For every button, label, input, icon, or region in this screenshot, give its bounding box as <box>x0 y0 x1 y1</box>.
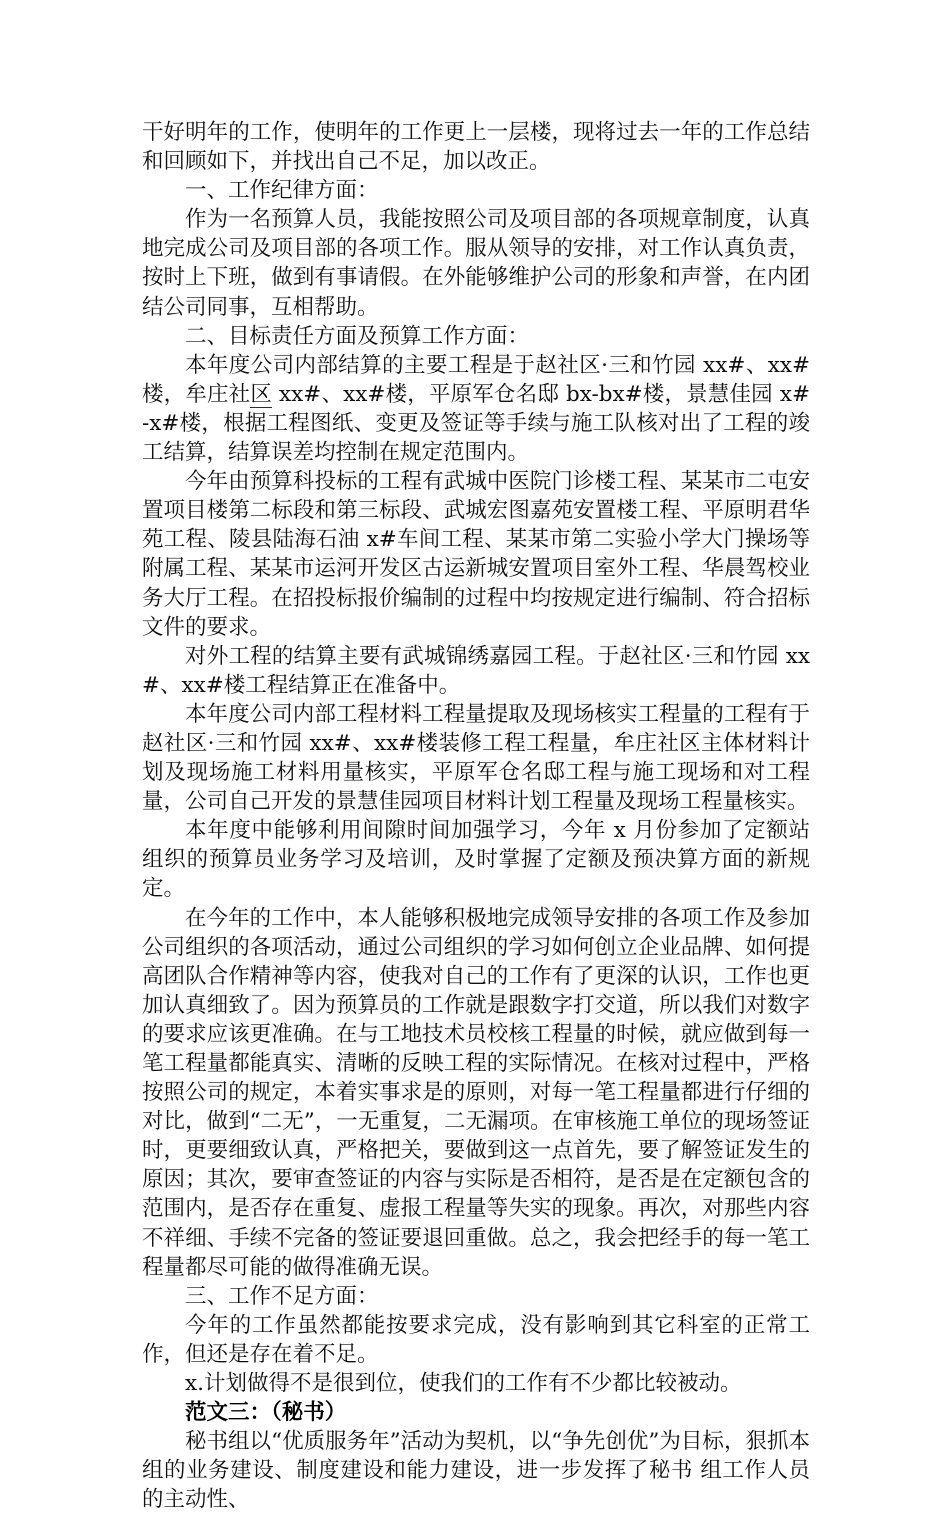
paragraph-intro: 干好明年的工作，使明年的工作更上一层楼，现将过去一年的工作总结和回顾如下，并找出自己不足，加以改正。 <box>142 120 810 175</box>
internal-settlement-part-one: 本年度公司内部结算的主要工程是于赵社区·三和竹园 xx#、xx#楼，牟庄社 <box>142 352 810 407</box>
paragraph-external-settlement: 对外工程的结算主要有武城锦绣嘉园工程。于赵社区·三和竹园 xx#、xx#楼工程结算正在准备中。 <box>142 643 810 698</box>
paragraph-year-work-review: 在今年的工作中，本人能够积极地完成领导安排的各项工作及参加公司组织的各项活动，通过公司组织的学习如何创立企业品牌、如何提高团队合作精神等内容，使我对自己的工作有了更深的认识，工作也更加认真细致了。因为预算员的工作就是跟数字打交道，所以我们对数字的要求应该更准确。在与工地技术员校核工程量的时候，就应做到每一笔工程量都能真实、清晰的反映工程的实际情况。在核对过程中，严格按照公司的规定，本着实事求是的原则，对每一笔工程量都进行仔细的对比，做到“二无”，一无重复，二无漏项。在审核施工单位的现场签证时，更要细致认真，严格把关，要做到这一点首先，要了解签证发生的原因；其次，要审查签证的内容与实际是否相符，是否是在定额包含的范围内，是否存在重复、虚报工程量等失实的现象。再次，对那些内容不祥细、手续不完备的签证要退回重做。总之，我会把经手的每一笔工程量都尽可能的做得准确无误。 <box>142 905 810 1280</box>
document-text-column <box>142 118 810 1515</box>
heading-sample-three: 范文三：（秘书） <box>185 1400 347 1426</box>
paragraph-heading-section-one: 一、工作纪律方面： <box>185 178 379 204</box>
paragraph-planning-item: x.计划做得不是很到位，使我们的工作有不少都比较被动。 <box>185 1371 742 1397</box>
paragraph-heading-section-three: 三、工作不足方面： <box>185 1283 379 1309</box>
paragraph-heading-section-two: 二、目标责任方面及预算工作方面： <box>185 323 530 349</box>
paragraph-training: 本年度中能够利用间隙时间加强学习，今年 x 月份参加了定额站组织的预算员业务学习及培训，及时掌握了定额及预决算方面的新规定。 <box>142 818 810 902</box>
internal-settlement-part-two: xx#、xx#楼，平原军仓名邸 bx-bx#楼，景慧佳园 x#-x#楼，根据工程图纸、变更及签证等手续与施工队核对出了工程的竣工结算，结算误差均控制在规定范围内。 <box>142 381 810 466</box>
spellcheck-marked-character: 区 <box>250 381 273 407</box>
paragraph-internal-settlement <box>142 351 810 467</box>
paragraph-shortcomings: 今年的工作虽然都能按要求完成，没有影响到其它科室的正常工作，但还是存在着不足。 <box>142 1312 810 1367</box>
paragraph-material-quantity: 本年度公司内部工程材料工程量提取及现场核实工程量的工程有于赵社区·三和竹园 xx#、xx#楼装修工程工程量，牟庄社区主体材料计划及现场施工材料用量核实，平原军仓名邸工程与施工现场和对工程量，公司自己开发的景慧佳园项目材料计划工程量及现场工程量核实。 <box>142 701 810 815</box>
paragraph-work-discipline: 作为一名预算人员，我能按照公司及项目部的各项规章制度，认真地完成公司及项目部的各项工作。服从领导的安排，对工作认真负责，按时上下班，做到有事请假。在外能够维护公司的形象和声誉，在内团结公司同事，互相帮助。 <box>142 207 810 320</box>
paragraph-bidding-projects: 今年由预算科投标的工程有武城中医院门诊楼工程、某某市二屯安置项目楼第二标段和第三标段、武城宏图嘉苑安置楼工程、平原明君华苑工程、陵县陆海石油 x#车间工程、某某市第二实验小学大门操场等附属工程、某某市运河开发区古运新城安置项目室外工程、华晨驾校业务大厅工程。在招投标报价编制的过程中均按规定进行编制、符合招标文件的要求。 <box>142 469 810 640</box>
paragraph-secretary-group: 秘书组以“优质服务年”活动为契机，以“争先创优”为目标，狠抓本组的业务建设、制度建设和能力建设，进一步发挥了秘书 组工作人员的主动性、 <box>142 1429 810 1513</box>
